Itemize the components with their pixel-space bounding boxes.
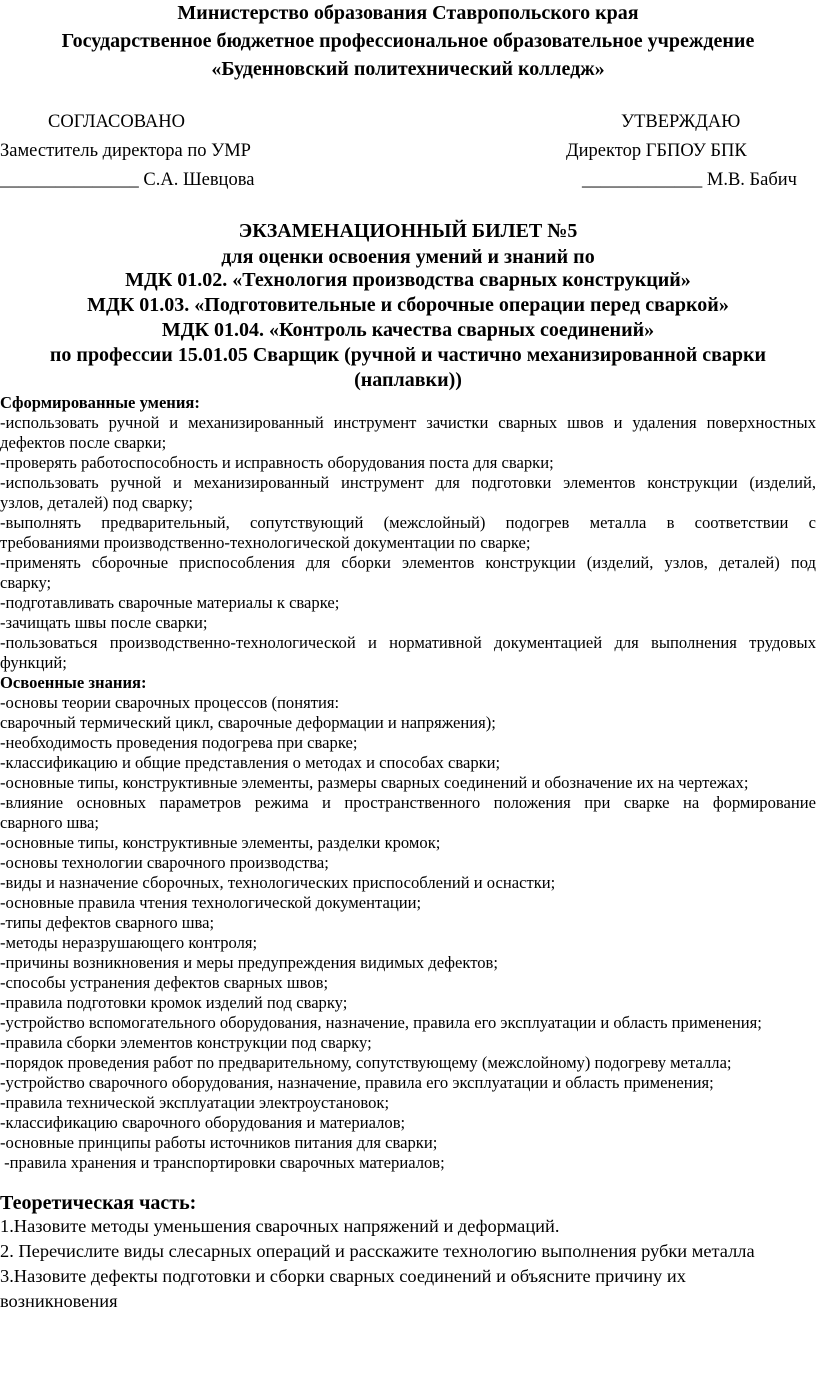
mdk-0102: МДК 01.02. «Технология производства сварных конструкций» bbox=[125, 269, 691, 291]
approved-right-title: УТВЕРЖДАЮ bbox=[621, 112, 741, 132]
knowledge-line: -классификацию и общие представления о методах и способах сварки; bbox=[0, 753, 501, 772]
knowledge-line: -основные правила чтения технологической документации; bbox=[0, 893, 422, 912]
knowledge-line: -причины возникновения и меры предупреждения видимых дефектов; bbox=[0, 953, 498, 972]
knowledge-line: -правила технической эксплуатации электроустановок; bbox=[0, 1093, 390, 1112]
approved-left-position: Заместитель директора по УМР bbox=[0, 141, 251, 161]
college-name: «Буденновский политехнический колледж» bbox=[211, 58, 605, 80]
knowledge-line: -правила хранения и транспортировки сварочных материалов; bbox=[0, 1153, 445, 1172]
ticket-subtitle: для оценки освоения умений и знаний по bbox=[221, 246, 595, 268]
theory-heading: Теоретическая часть: bbox=[0, 1192, 197, 1214]
skills-line: -выполнять предварительный, сопутствующий (межслойный) подогрев металла в соответствии с bbox=[0, 513, 816, 532]
knowledge-line: -виды и назначение сборочных, технологических приспособлений и оснастки; bbox=[0, 873, 556, 892]
profession-line-1: по профессии 15.01.05 Сварщик (ручной и частично механизированной сварки bbox=[49, 344, 767, 366]
skills-line: -применять сборочные приспособления для сборки элементов конструкции (изделий, узлов, деталей) под bbox=[0, 553, 816, 572]
ticket-title: ЭКЗАМЕНАЦИОННЫЙ БИЛЕТ №5 bbox=[238, 220, 578, 242]
skills-line: узлов, деталей) под сварку; bbox=[0, 493, 193, 512]
knowledge-line: -необходимость проведения подогрева при сварке; bbox=[0, 733, 358, 752]
theory-question: 1.Назовите методы уменьшения сварочных напряжений и деформаций. bbox=[0, 1216, 560, 1236]
skills-line: -проверять работоспособность и исправность оборудования поста для сварки; bbox=[0, 453, 554, 472]
skills-line: дефектов после сварки; bbox=[0, 433, 167, 452]
knowledge-line: -методы неразрушающего контроля; bbox=[0, 933, 258, 952]
knowledge-heading: Освоенные знания: bbox=[0, 673, 147, 692]
knowledge-line: -устройство сварочного оборудования, назначение, правила его эксплуатации и область применения; bbox=[0, 1073, 714, 1092]
approved-left-title: СОГЛАСОВАНО bbox=[48, 112, 185, 132]
skills-line: -зачищать швы после сварки; bbox=[0, 613, 208, 632]
skills-line: -подготавливать сварочные материалы к сварке; bbox=[0, 593, 340, 612]
mdk-0104: МДК 01.04. «Контроль качества сварных соединений» bbox=[161, 319, 655, 341]
knowledge-line: сварного шва; bbox=[0, 813, 100, 832]
knowledge-line: -основные типы, конструктивные элементы, размеры сварных соединений и обозначение их на чертежах; bbox=[0, 773, 749, 792]
skills-line: -использовать ручной и механизированный инструмент зачистки сварных швов и удаления поверхностных bbox=[0, 413, 816, 432]
theory-question: возникновения bbox=[0, 1291, 118, 1311]
mdk-0103: МДК 01.03. «Подготовительные и сборочные операции перед сваркой» bbox=[87, 294, 729, 316]
knowledge-line: -основные принципы работы источников питания для сварки; bbox=[0, 1133, 438, 1152]
knowledge-line: -влияние основных параметров режима и пространственного положения при сварке на формирование bbox=[0, 793, 816, 812]
approved-right-signature: _____________ М.В. Бабич bbox=[582, 170, 797, 190]
knowledge-line: -классификацию сварочного оборудования и материалов; bbox=[0, 1113, 406, 1132]
knowledge-line: -порядок проведения работ по предварительному, сопутствующему (межслойному) подогреву металла; bbox=[0, 1053, 732, 1072]
knowledge-line: сварочный термический цикл, сварочные деформации и напряжения); bbox=[0, 713, 496, 732]
theory-question: 2. Перечислите виды слесарных операций и расскажите технологию выполнения рубки металла bbox=[0, 1241, 755, 1261]
approved-left-signature: _______________ С.А. Шевцова bbox=[0, 170, 255, 190]
knowledge-line: -типы дефектов сварного шва; bbox=[0, 913, 215, 932]
ministry-title: Министерство образования Ставропольского края bbox=[177, 2, 639, 24]
skills-line: -использовать ручной и механизированный инструмент для подготовки элементов конструкции (изделий, bbox=[0, 473, 816, 492]
skills-line: -пользоваться производственно-технологической и нормативной документацией для выполнения трудовых bbox=[0, 633, 816, 652]
skills-line: требованиями производственно-технологической документации по сварке; bbox=[0, 533, 531, 552]
knowledge-line: -правила сборки элементов конструкции под сварку; bbox=[0, 1033, 372, 1052]
knowledge-line: -устройство вспомогательного оборудования, назначение, правила его эксплуатации и область применения; bbox=[0, 1013, 762, 1032]
profession-line-2: (наплавки)) bbox=[354, 369, 462, 391]
skills-line: функций; bbox=[0, 653, 67, 672]
skills-heading: Сформированные умения: bbox=[0, 393, 200, 412]
knowledge-line: -правила подготовки кромок изделий под сварку; bbox=[0, 993, 348, 1012]
skills-line: сварку; bbox=[0, 573, 52, 592]
approved-right-position: Директор ГБПОУ БПК bbox=[566, 141, 747, 161]
knowledge-line: -способы устранения дефектов сварных швов; bbox=[0, 973, 329, 992]
theory-question: 3.Назовите дефекты подготовки и сборки сварных соединений и объясните причину их bbox=[0, 1266, 686, 1286]
knowledge-line: -основы теории сварочных процессов (понятия: bbox=[0, 693, 340, 712]
knowledge-line: -основы технологии сварочного производства; bbox=[0, 853, 329, 872]
knowledge-line: -основные типы, конструктивные элементы, разделки кромок; bbox=[0, 833, 441, 852]
institution-type: Государственное бюджетное профессиональное образовательное учреждение bbox=[61, 30, 755, 52]
